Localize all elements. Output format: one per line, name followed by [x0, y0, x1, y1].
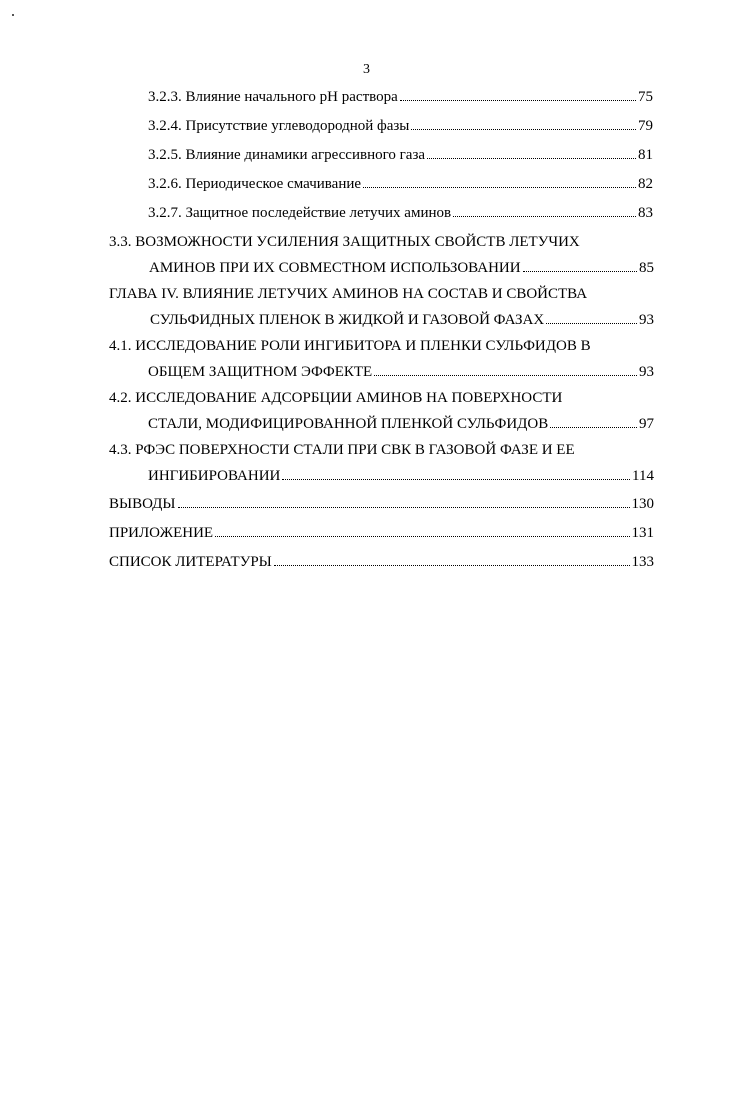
toc-entry-page: 93 [639, 312, 654, 328]
toc-leader-dots [523, 271, 637, 272]
toc-entry-title: СПИСОК ЛИТЕРАТУРЫ [109, 554, 272, 570]
toc-entry [109, 491, 654, 517]
toc-entry-page: 82 [638, 176, 653, 192]
toc-entry-title: 3.2.4. Присутствие углеводородной фазы [148, 118, 410, 134]
toc-entry-page: 81 [638, 147, 653, 163]
toc-leader-dots [363, 187, 636, 188]
toc-entry-page: 130 [631, 496, 654, 512]
toc-leader-dots [453, 216, 636, 217]
toc-leader-dots [550, 427, 637, 428]
toc-entry [150, 307, 654, 333]
toc-entry [148, 411, 654, 437]
toc-leader-dots [546, 323, 637, 324]
toc-entry-title: ВЫВОДЫ [109, 496, 176, 512]
toc-leader-dots [427, 158, 636, 159]
toc-entry-title: СУЛЬФИДНЫХ ПЛЕНОК В ЖИДКОЙ И ГАЗОВОЙ ФАЗАХ [150, 312, 545, 328]
toc-leader-dots [215, 536, 629, 537]
toc-entry-page: 83 [638, 205, 653, 221]
toc-entry [109, 520, 654, 546]
toc-entry [148, 200, 653, 226]
toc-leader-dots [400, 100, 636, 101]
toc-entry [148, 463, 654, 489]
toc-entry-line1: 4.2. ИССЛЕДОВАНИЕ АДСОРБЦИИ АМИНОВ НА ПОВЕРХНОСТИ [109, 390, 563, 406]
toc-entry-title: 3.2.3. Влияние начального рН раствора [148, 89, 398, 105]
toc-entry-line1: 4.1. ИССЛЕДОВАНИЕ РОЛИ ИНГИБИТОРА И ПЛЕНКИ СУЛЬФИДОВ В [109, 338, 591, 354]
toc-entry-title: ИНГИБИРОВАНИИ [148, 468, 281, 484]
toc-entry-page: 133 [631, 554, 654, 570]
toc-leader-dots [411, 129, 636, 130]
toc-entry-page: 75 [638, 89, 653, 105]
toc-entry [148, 171, 653, 197]
toc-entry-page: 93 [639, 364, 654, 380]
toc-entry-line1: 3.3. ВОЗМОЖНОСТИ УСИЛЕНИЯ ЗАЩИТНЫХ СВОЙСТВ ЛЕТУЧИХ [109, 234, 580, 250]
toc-entry [148, 359, 654, 385]
toc-entry-page: 114 [632, 468, 654, 484]
toc-leader-dots [282, 479, 630, 480]
toc-leader-dots [374, 375, 637, 376]
toc-entry [148, 84, 653, 110]
toc-leader-dots [274, 565, 630, 566]
toc-entry-page: 97 [639, 416, 654, 432]
toc-entry-line1: ГЛАВА IV. ВЛИЯНИЕ ЛЕТУЧИХ АМИНОВ НА СОСТАВ И СВОЙСТВА [109, 286, 588, 302]
toc-entry-title: 3.2.5. Влияние динамики агрессивного газа [148, 147, 426, 163]
toc-entry [148, 113, 653, 139]
toc-entry-title: 3.2.7. Защитное последействие летучих аминов [148, 205, 452, 221]
toc-entry-line1: 4.3. РФЭС ПОВЕРХНОСТИ СТАЛИ ПРИ СВК В ГАЗОВОЙ ФАЗЕ И ЕЕ [109, 442, 575, 458]
toc-entry [109, 549, 654, 575]
page-number: 3 [363, 62, 370, 77]
toc-entry-title: ПРИЛОЖЕНИЕ [109, 525, 214, 541]
toc-entry-page: 79 [638, 118, 653, 134]
toc-leader-dots [178, 507, 630, 508]
toc-entry-page: 131 [631, 525, 654, 541]
toc-entry-title: 3.2.6. Периодическое смачивание [148, 176, 362, 192]
toc-entry-title: ОБЩЕМ ЗАЩИТНОМ ЭФФЕКТЕ [148, 364, 373, 380]
toc-entry-title: СТАЛИ, МОДИФИЦИРОВАННОЙ ПЛЕНКОЙ СУЛЬФИДОВ [148, 416, 549, 432]
toc-entry [149, 255, 654, 281]
scan-speck [12, 14, 14, 16]
toc-entry-title: АМИНОВ ПРИ ИХ СОВМЕСТНОМ ИСПОЛЬЗОВАНИИ [149, 260, 521, 276]
toc-entry-page: 85 [639, 260, 654, 276]
toc-entry [148, 142, 653, 168]
